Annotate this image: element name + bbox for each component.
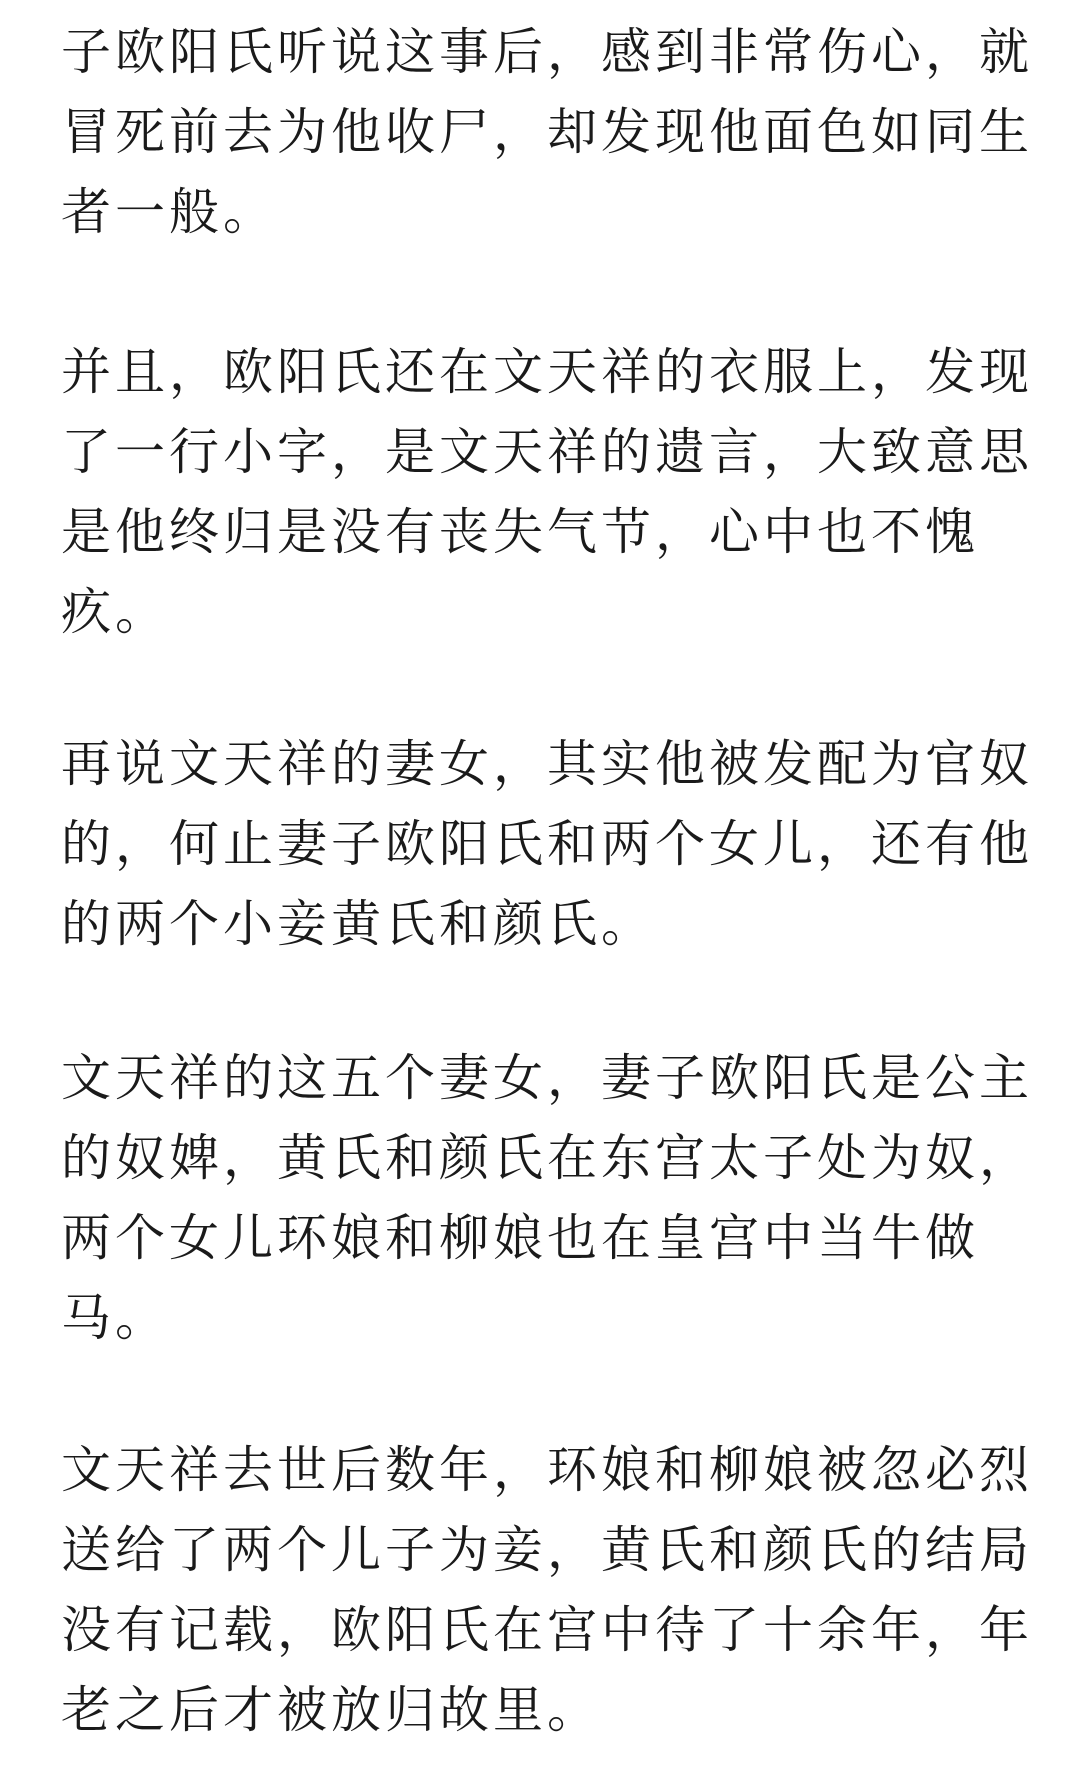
text-line: 马。 (61, 1289, 169, 1347)
paragraph-5 (61, 1430, 1033, 1750)
paragraph-2 (61, 332, 1033, 652)
text-line: 文天祥去世后数年，环娘和柳娘被忽必烈 (61, 1441, 1033, 1499)
text-line: 的奴婢，黄氏和颜氏在东宫太子处为奴， (61, 1129, 1033, 1187)
text-line: 了一行小字，是文天祥的遗言，大致意思 (61, 423, 1033, 481)
paragraph-3 (61, 724, 1033, 964)
text-line: 的，何止妻子欧阳氏和两个女儿，还有他 (61, 815, 1033, 873)
text-line: 子欧阳氏听说这事后，感到非常伤心，就 (61, 23, 1033, 81)
text-line: 的两个小妾黄氏和颜氏。 (61, 895, 655, 953)
text-line: 冒死前去为他收尸，却发现他面色如同生 (61, 103, 1033, 161)
text-line: 没有记载，欧阳氏在宫中待了十余年，年 (61, 1601, 1033, 1659)
text-line: 送给了两个儿子为妾，黄氏和颜氏的结局 (61, 1521, 1033, 1579)
text-line: 并且，欧阳氏还在文天祥的衣服上，发现 (61, 343, 1033, 401)
text-line: 者一般。 (61, 183, 277, 241)
text-line: 再说文天祥的妻女，其实他被发配为官奴 (61, 735, 1033, 793)
text-line: 老之后才被放归故里。 (61, 1681, 601, 1739)
text-line: 疚。 (61, 583, 169, 641)
text-line: 两个女儿环娘和柳娘也在皇宫中当牛做 (61, 1209, 979, 1267)
paragraph-1 (61, 12, 1033, 252)
paragraph-4 (61, 1038, 1033, 1358)
text-line: 是他终归是没有丧失气节，心中也不愧 (61, 503, 979, 561)
text-line: 文天祥的这五个妻女，妻子欧阳氏是公主 (61, 1049, 1033, 1107)
